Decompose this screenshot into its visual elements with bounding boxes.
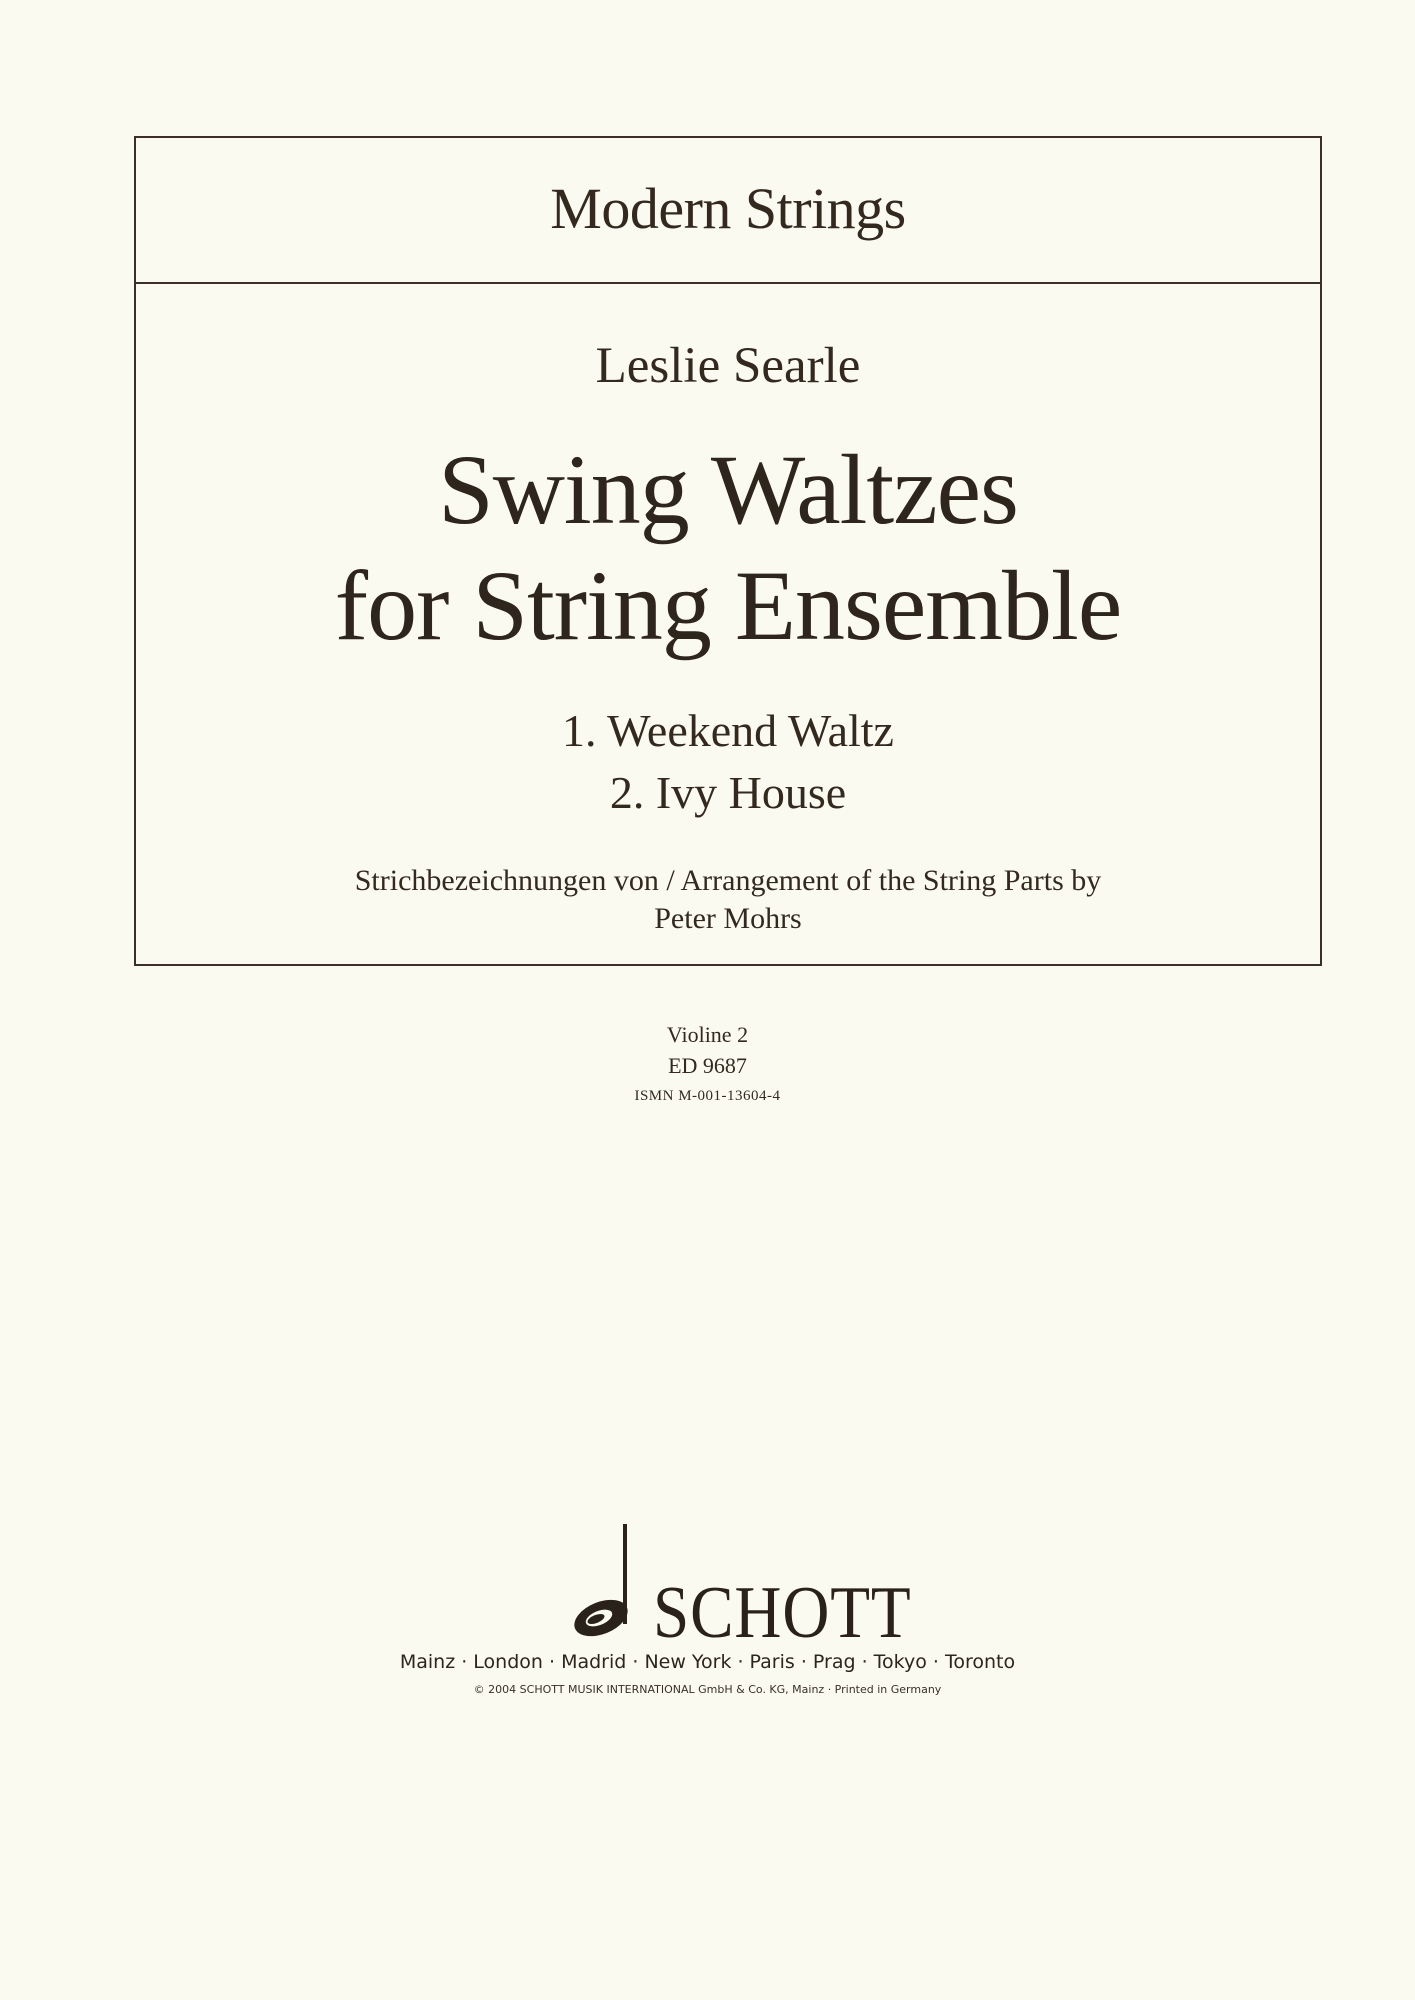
note-mark-icon	[555, 1520, 665, 1650]
copyright-notice: © 2004 SCHOTT MUSIK INTERNATIONAL GmbH & Co. KG, Mainz · Printed in Germany	[473, 1683, 942, 1696]
arranger-name: Peter Mohrs	[654, 902, 802, 935]
piece-2: 2. Ivy House	[609, 767, 847, 818]
ismn-number: ISMN M-001-13604-4	[634, 1088, 781, 1104]
piece-1: 1. Weekend Waltz	[562, 705, 894, 756]
main-title-line-1: Swing Waltzes	[438, 434, 1018, 545]
title-box	[134, 136, 1322, 966]
series-title: Modern Strings	[550, 176, 906, 241]
edition-number: ED 9687	[668, 1053, 747, 1078]
schott-logo	[555, 1520, 915, 1654]
composer-name: Leslie Searle	[595, 338, 861, 394]
logo-wordmark: SCHOTT	[653, 1572, 912, 1654]
publisher-cities: Mainz · London · Madrid · New York · Paris · Prag · Tokyo · Toronto	[399, 1651, 1016, 1673]
main-title-line-2: for String Ensemble	[334, 550, 1122, 661]
instrument-part: Violine 2	[666, 1022, 749, 1047]
arrangement-credit: Strichbezeichnungen von / Arrangement of the String Parts by	[354, 864, 1102, 897]
series-band	[136, 138, 1320, 284]
